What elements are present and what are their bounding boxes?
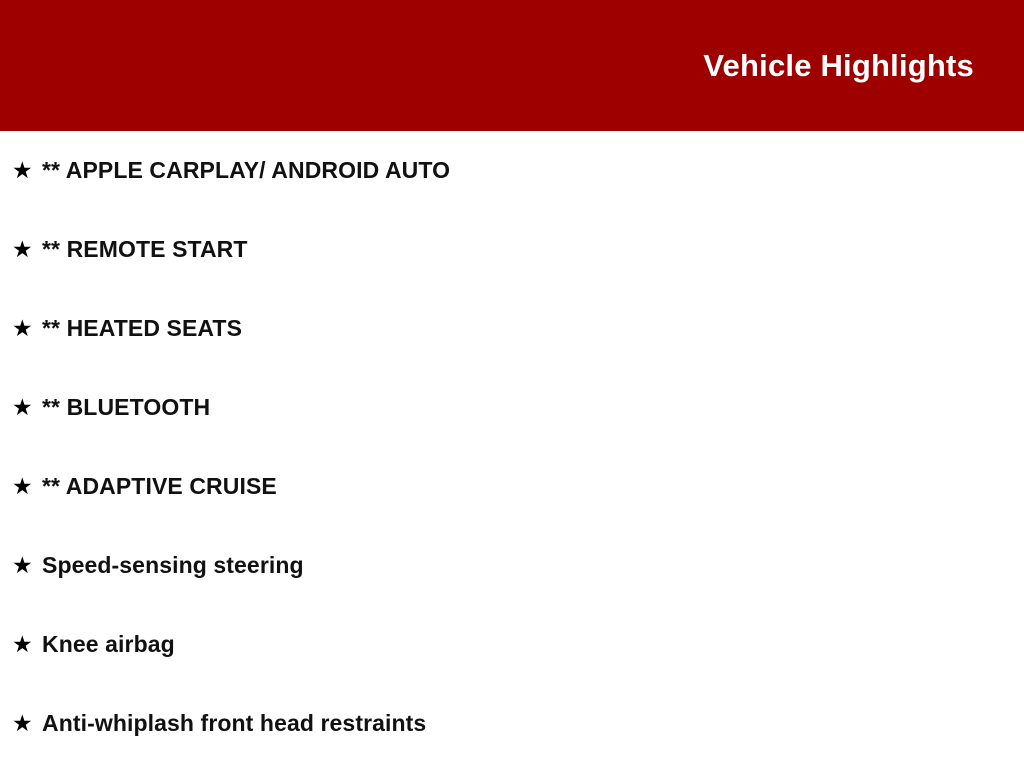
star-icon: ★ — [12, 236, 33, 262]
star-icon: ★ — [12, 710, 33, 736]
list-item — [0, 131, 1024, 210]
list-item-label: Knee airbag — [42, 631, 175, 657]
list-item-label: Anti-whiplash front head restraints — [42, 710, 427, 736]
star-icon: ★ — [12, 631, 33, 657]
list-item — [0, 210, 1024, 289]
list-item-label: ** ADAPTIVE CRUISE — [42, 473, 277, 499]
list-item-label: ** REMOTE START — [42, 236, 248, 262]
list-item-label: Speed-sensing steering — [42, 552, 304, 578]
list-item — [0, 447, 1024, 526]
list-item — [0, 684, 1024, 763]
page-title: Vehicle Highlights — [703, 48, 974, 83]
list-item — [0, 368, 1024, 447]
list-item-label: ** HEATED SEATS — [42, 315, 243, 341]
star-icon: ★ — [12, 394, 33, 420]
list-item — [0, 289, 1024, 368]
list-item — [0, 526, 1024, 605]
page-header — [0, 0, 1024, 131]
list-item-label: ** APPLE CARPLAY/ ANDROID AUTO — [42, 157, 451, 183]
vehicle-highlights-list — [0, 131, 1024, 763]
star-icon: ★ — [12, 315, 33, 341]
list-item — [0, 605, 1024, 684]
list-item-label: ** BLUETOOTH — [42, 394, 211, 420]
star-icon: ★ — [12, 157, 33, 183]
star-icon: ★ — [12, 552, 33, 578]
star-icon: ★ — [12, 473, 33, 499]
